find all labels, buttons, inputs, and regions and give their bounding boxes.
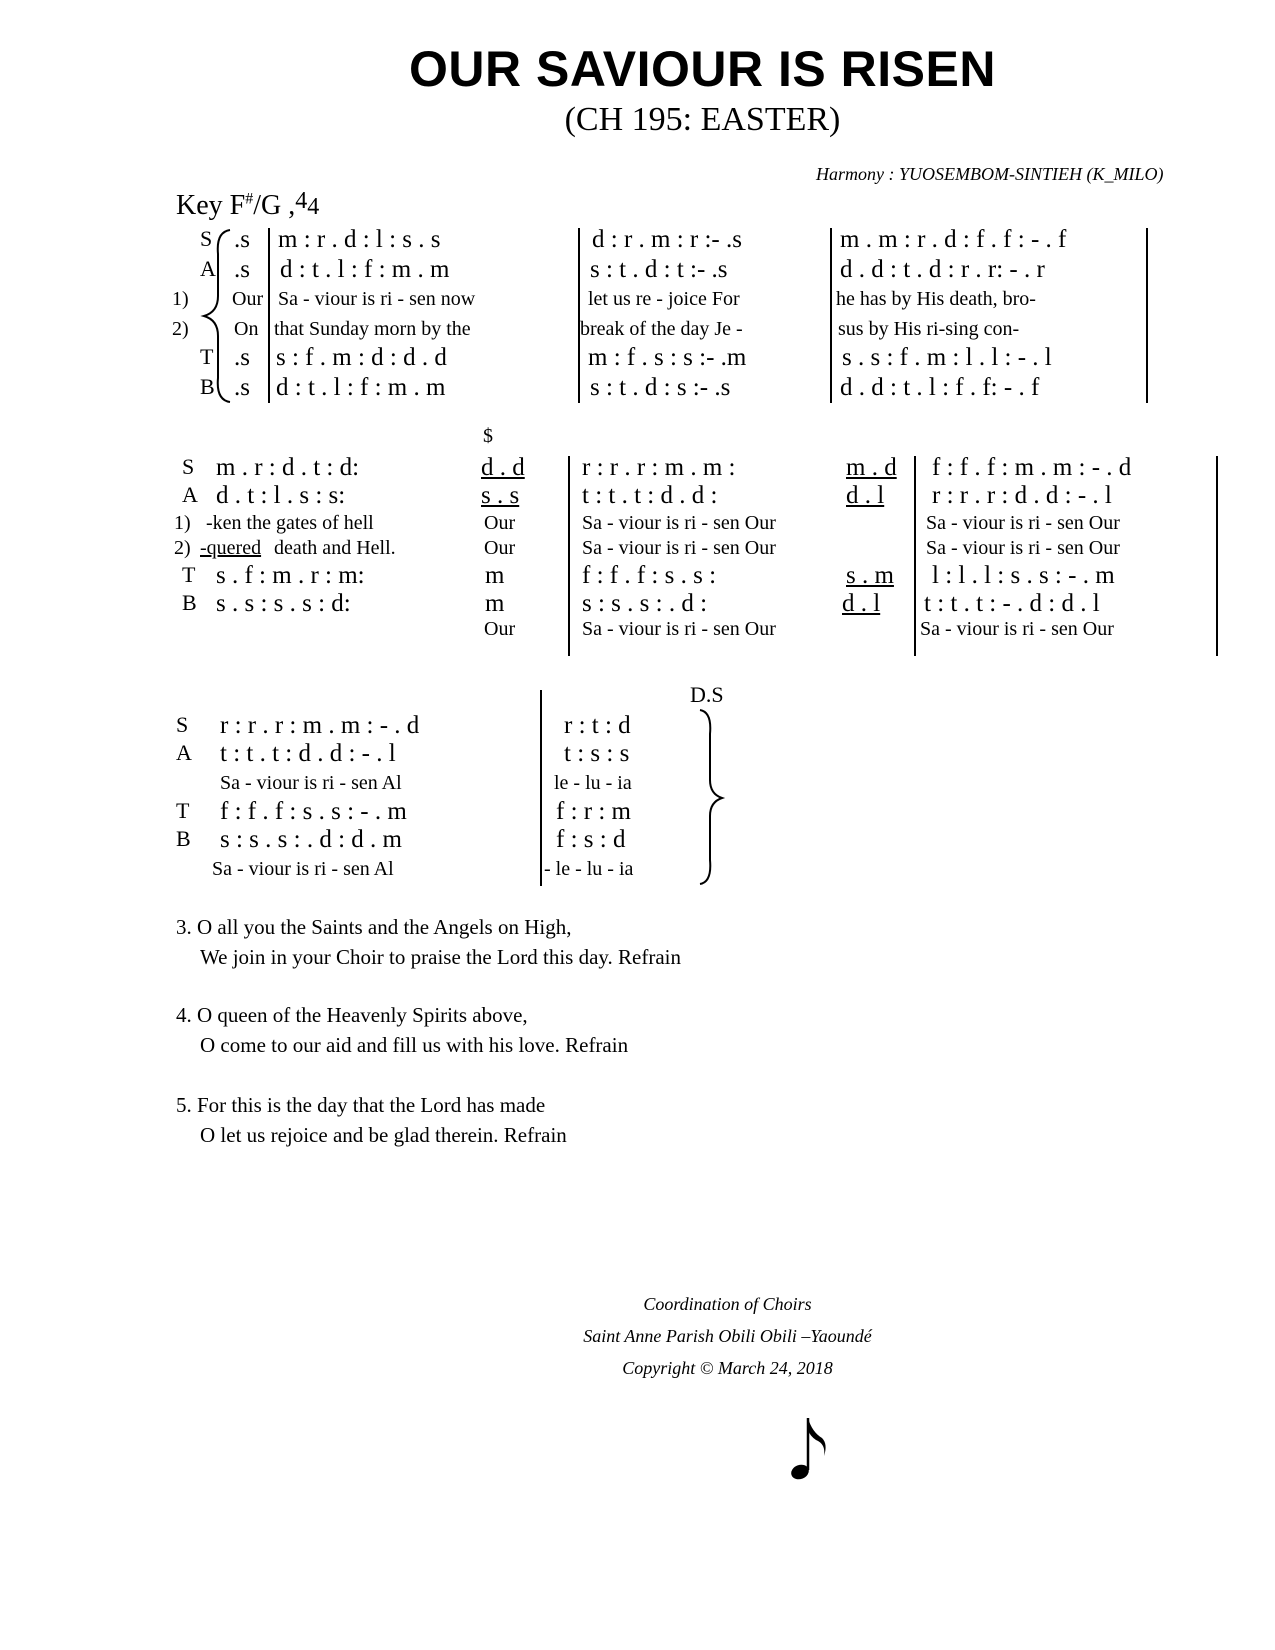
key-signature: Key F#/G ,44 xyxy=(176,188,320,221)
s2-bar2-verse-1: Sa - viour is ri - sen Our xyxy=(582,512,776,534)
verse-3-line-1: 3. O all you the Saints and the Angels on High, xyxy=(176,915,572,939)
verse-3-line-2: We join in your Choir to praise the Lord this day. Refrain xyxy=(200,945,682,969)
s2-bar3-bass: t : t . t : - . d : d . l xyxy=(924,590,1100,617)
label-verse-1: 1) xyxy=(172,288,189,310)
label-verse-2: 2) xyxy=(172,318,189,340)
label-verse-2: 2) xyxy=(174,537,191,559)
label-alto: A xyxy=(182,482,198,507)
barline xyxy=(914,456,916,656)
s1-bar1-soprano: m : r . d : l : s . s xyxy=(278,226,441,253)
s1-bar3-bass: d . d : t . l : f . f: - . f xyxy=(840,374,1040,401)
pickup-alto: .s xyxy=(234,256,250,283)
barline xyxy=(578,228,580,403)
s1-bar2-verse-2: break of the day Je - xyxy=(580,318,743,340)
s1-bar1-alto: d : t . l : f : m . m xyxy=(280,256,450,283)
label-verse-1: 1) xyxy=(174,512,191,534)
s1-bar1-verse-1: Sa - viour is ri - sen now xyxy=(278,288,476,310)
s2-bar1-tenor-end: m xyxy=(485,562,505,589)
s2-bar2-bass: s : s . s : . d : xyxy=(582,590,708,617)
dal-segno-mark: D.S xyxy=(690,682,724,707)
verse-3 xyxy=(176,912,681,972)
s2-bar2-bass-lyric: Sa - viour is ri - sen Our xyxy=(582,618,776,640)
s2-bar1-verse-2-end: Our xyxy=(484,537,516,559)
s2-bar1-verse-2: death and Hell. xyxy=(274,537,396,559)
s3-bar1-alto: t : t . t : d . d : - . l xyxy=(220,740,396,767)
barline xyxy=(540,690,542,886)
s2-bar1-verse-2-start: -quered xyxy=(200,537,262,559)
barline xyxy=(830,228,832,403)
label-alto: A xyxy=(200,256,216,281)
s2-bar1-bass-end: m xyxy=(485,590,505,617)
barline xyxy=(1146,228,1148,403)
segno-sign: $ xyxy=(483,425,493,447)
s3-bar2-alto: t : s : s xyxy=(564,740,630,767)
s1-bar2-tenor: m : f . s : s :- .m xyxy=(588,344,747,371)
label-soprano: S xyxy=(182,454,195,479)
footer-organization: Coordination of Choirs xyxy=(643,1294,812,1314)
pickup-soprano: .s xyxy=(234,226,250,253)
s1-bar3-alto: d . d : t . d : r . r: - . r xyxy=(840,256,1045,283)
label-bass: B xyxy=(176,826,191,851)
s2-bar3-alto: r : r . r : d . d : - . l xyxy=(932,482,1112,509)
s2-bar2-alto-slur: d . l xyxy=(846,482,885,509)
s1-bar2-soprano: d : r . m : r :- .s xyxy=(592,226,742,253)
s2-bar2-tenor: f : f . f : s . s : xyxy=(582,562,717,589)
s2-bar3-bass-lyric: Sa - viour is ri - sen Our xyxy=(920,618,1114,640)
footer-parish: Saint Anne Parish Obili Obili –Yaoundé xyxy=(583,1326,872,1346)
s1-bar3-verse-1: he has by His death, bro- xyxy=(836,288,1036,310)
pickup-verse-1: Our xyxy=(232,288,264,310)
page-subtitle: (CH 195: EASTER) xyxy=(564,101,841,138)
s3-bar1-lyric-lower: Sa - viour is ri - sen Al xyxy=(212,858,394,880)
page-title: OUR SAVIOUR IS RISEN xyxy=(409,41,996,97)
s3-bar1-tenor: f : f . f : s . s : - . m xyxy=(220,798,407,825)
pickup-verse-2: On xyxy=(234,318,259,340)
label-bass: B xyxy=(200,374,215,399)
s2-bar1-tenor: s . f : m . r : m: xyxy=(216,562,365,589)
s3-bar2-lyric-upper: le - lu - ia xyxy=(554,772,632,794)
s2-bar1-verse-1-end: Our xyxy=(484,512,516,534)
barline xyxy=(568,456,570,656)
s1-bar2-verse-1: let us re - joice For xyxy=(588,288,740,310)
closing-brace-icon xyxy=(696,706,726,886)
label-soprano: S xyxy=(200,226,213,251)
verse-5-line-2: O let us rejoice and be glad therein. Refrain xyxy=(200,1123,567,1147)
s2-bar2-soprano: r : r . r : m . m : xyxy=(582,454,736,481)
s2-bar2-tenor-slur: s . m xyxy=(846,562,894,589)
label-alto: A xyxy=(176,740,192,765)
s2-bar3-tenor: l : l . l : s . s : - . m xyxy=(932,562,1115,589)
verse-4-line-2: O come to our aid and fill us with his love. Refrain xyxy=(200,1033,629,1057)
s2-bar3-soprano: f : f . f : m . m : - . d xyxy=(932,454,1132,481)
s2-bar3-verse-2: Sa - viour is ri - sen Our xyxy=(926,537,1120,559)
verse-5 xyxy=(176,1090,567,1150)
s1-bar1-verse-2: that Sunday morn by the xyxy=(274,318,471,340)
s3-bar2-tenor: f : r : m xyxy=(556,798,631,825)
s2-bar1-soprano: m . r : d . t : d: xyxy=(216,454,360,481)
label-tenor: T xyxy=(176,798,190,823)
s3-bar2-lyric-lower: - le - lu - ia xyxy=(544,858,634,880)
s3-bar1-lyric-upper: Sa - viour is ri - sen Al xyxy=(220,772,402,794)
s1-bar2-bass: s : t . d : s :- .s xyxy=(590,374,731,401)
s2-bar1-bass: s . s : s . s : d: xyxy=(216,590,351,617)
s3-bar1-bass: s : s . s : . d : d . m xyxy=(220,826,402,853)
label-tenor: T xyxy=(200,344,214,369)
s3-bar1-soprano: r : r . r : m . m : - . d xyxy=(220,712,420,739)
s1-bar3-soprano: m . m : r . d : f . f : - . f xyxy=(840,226,1067,253)
verse-4-line-1: 4. O queen of the Heavenly Spirits above, xyxy=(176,1003,528,1027)
footer-copyright: Copyright © March 24, 2018 xyxy=(622,1358,833,1378)
s2-bar3-verse-1: Sa - viour is ri - sen Our xyxy=(926,512,1120,534)
eighth-note-icon xyxy=(790,1414,830,1484)
s1-bar1-tenor: s : f . m : d : d . d xyxy=(276,344,447,371)
pickup-bass: .s xyxy=(234,374,250,401)
barline xyxy=(1216,456,1218,656)
barline xyxy=(268,228,270,403)
s2-bar2-alto: t : t . t : d . d : xyxy=(582,482,718,509)
verse-4 xyxy=(176,1000,628,1060)
s3-bar2-soprano: r : t : d xyxy=(564,712,631,739)
s1-bar3-verse-2: sus by His ri-sing con- xyxy=(838,318,1020,340)
s2-bar1-soprano-slur: d . d xyxy=(481,454,525,481)
s2-bar1-verse-1: -ken the gates of hell xyxy=(206,512,374,534)
s1-bar3-tenor: s . s : f . m : l . l : - . l xyxy=(842,344,1052,371)
s2-bar1-alto-slur: s . s xyxy=(481,482,520,509)
label-tenor: T xyxy=(182,562,196,587)
s2-bar2-soprano-slur: m . d xyxy=(846,454,897,481)
pickup-tenor: .s xyxy=(234,344,250,371)
s2-bar1-bass-lyric: Our xyxy=(484,618,516,640)
s2-bar2-verse-2: Sa - viour is ri - sen Our xyxy=(582,537,776,559)
label-soprano: S xyxy=(176,712,189,737)
label-bass: B xyxy=(182,590,197,615)
s1-bar1-bass: d : t . l : f : m . m xyxy=(276,374,446,401)
s3-bar2-bass: f : s : d xyxy=(556,826,626,853)
harmony-credit: Harmony : YUOSEMBOM-SINTIEH (K_MILO) xyxy=(816,164,1164,184)
verse-5-line-1: 5. For this is the day that the Lord has made xyxy=(176,1093,546,1117)
s2-bar2-bass-slur: d . l xyxy=(842,590,881,617)
s2-bar1-alto: d . t : l . s : s: xyxy=(216,482,346,509)
s1-bar2-alto: s : t . d : t :- .s xyxy=(590,256,728,283)
